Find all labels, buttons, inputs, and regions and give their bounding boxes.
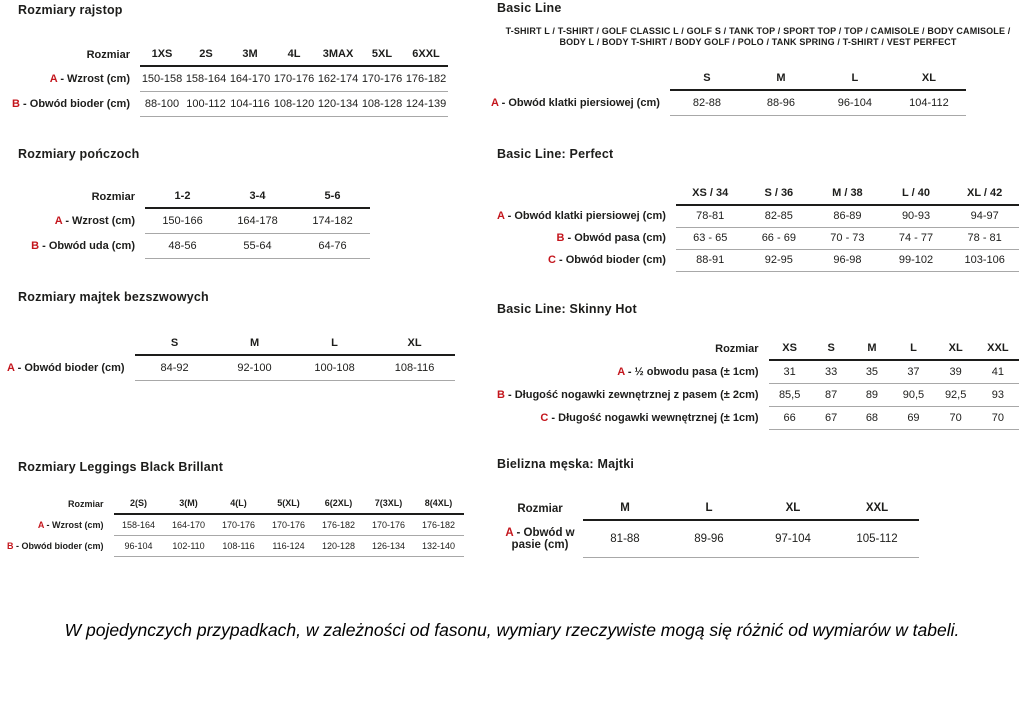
size-value-cell: 74 - 77 [882,227,951,249]
size-table-grid [491,69,966,116]
size-table-grid [7,187,370,259]
size-value-cell: 67 [811,406,852,429]
size-column-header: S [811,339,852,360]
bielizna-meska-majtki-table [497,499,1019,558]
size-table-grid [497,184,1019,272]
size-column-header: 4(L) [214,495,264,514]
disclaimer-note: W pojedynczych przypadkach, w zależności od fasonu, wymiary rzeczywiste mogą się różnić od wymiarów w tabeli. [64,620,960,640]
size-value-cell: 96-104 [818,90,892,115]
measurement-row-label: A - Obwód bioder (cm) [7,361,125,374]
section-title-rozmiary-ponczoch: Rozmiary pończoch [18,147,140,161]
size-value-cell: 41 [977,360,1019,383]
size-column-header: XL [892,69,966,90]
rozmiary-majtek-table [7,334,478,381]
size-value-cell: 108-120 [272,91,316,116]
size-value-cell: 150-166 [145,208,220,233]
size-value-cell: 170-176 [264,514,314,535]
table-corner-label: Rozmiar [517,503,563,515]
measurement-row-label: A - Obwód klatki piersiowej (cm) [491,96,660,109]
section-rozmiary-rajstop [12,3,478,117]
size-value-cell: 78-81 [676,205,745,227]
size-column-header: 5(XL) [264,495,314,514]
size-value-cell: 176-182 [404,66,448,91]
size-value-cell: 164-170 [228,66,272,91]
size-value-cell: 31 [769,360,811,383]
rozmiary-rajstop-table [7,45,478,117]
section-basic-line [491,1,1019,116]
measurement-letter: B [556,232,565,244]
table-corner-label: Rozmiar [91,191,135,203]
size-value-cell: 87 [811,383,852,406]
basic-line-perfect-table [497,184,1019,272]
rozmiary-ponczoch-table [7,187,478,259]
size-value-cell: 86-89 [813,205,882,227]
size-value-cell: 68 [852,406,893,429]
size-value-cell: 92-100 [215,355,295,380]
size-column-header: 2(S) [114,495,164,514]
measurement-letter: C [540,411,549,424]
measurement-row-label: B - Obwód bioder (cm) [12,97,130,110]
size-value-cell: 90,5 [892,383,934,406]
measurement-row-label: C - Długość nogawki wewnętrznej (± 1cm) [540,411,759,424]
table-corner-label [491,69,670,90]
size-column-header: 2S [184,45,228,66]
measurement-letter: B [12,97,20,110]
size-value-cell: 120-134 [316,91,360,116]
size-value-cell: 39 [935,360,977,383]
measurement-letter: A [54,214,63,227]
size-value-cell: 94-97 [950,205,1019,227]
section-title-basic-line: Basic Line [497,1,562,15]
basic-line-product-list: T-SHIRT L / T-SHIRT / GOLF CLASSIC L / GOLF S / TANK TOP / SPORT TOP / TOP / CAMISOLE / BODY CAMISOLE / BODY L / BODY T-SHIRT / BODY GOLF / POLO / TANK SPRING / T-SHIRT / VEST PERFECT [505,26,1011,47]
table-corner-label: Rozmiar [67,499,104,509]
size-column-header: XL [751,499,835,520]
size-column-header: XL [935,339,977,360]
size-column-header: 3M [228,45,272,66]
measurement-row-label: A - Wzrost (cm) [49,72,130,85]
size-column-header: 6XXL [404,45,448,66]
size-value-cell: 48-56 [145,233,220,258]
size-value-cell: 70 [977,406,1019,429]
measurement-letter: B [7,540,14,551]
size-column-header: S / 36 [745,184,814,205]
size-value-cell: 92,5 [935,383,977,406]
section-rozmiary-leggings [7,460,478,557]
size-table-grid [7,334,455,381]
size-table-grid [497,339,1019,430]
measurement-row-label: B - Długość nogawki zewnętrznej z pasem (± 2cm) [497,388,759,401]
size-value-cell: 70 [935,406,977,429]
size-value-cell: 132-140 [414,535,464,556]
size-value-cell: 170-176 [214,514,264,535]
size-column-header: 3(M) [164,495,214,514]
size-value-cell: 84-92 [135,355,215,380]
size-value-cell: 96-98 [813,249,882,271]
size-column-header: L [295,334,375,355]
size-value-cell: 105-112 [835,520,919,557]
size-column-header: XS / 34 [676,184,745,205]
size-value-cell: 164-178 [220,208,295,233]
section-basic-line-skinny-hot [497,302,1019,430]
table-corner-label [7,334,135,355]
basic-line-table [491,69,1019,116]
size-value-cell: 126-134 [364,535,414,556]
size-value-cell: 162-174 [316,66,360,91]
measurement-letter: A [7,361,15,374]
measurement-row-label: A - Obwód klatki piersiowej (cm) [497,210,666,222]
size-value-cell: 164-170 [164,514,214,535]
size-value-cell: 124-139 [404,91,448,116]
size-column-header: 7(3XL) [364,495,414,514]
measurement-letter: A [491,96,499,109]
measurement-letter: B [31,239,40,252]
measurement-row-label: B - Obwód pasa (cm) [556,232,666,244]
size-column-header: L [818,69,892,90]
measurement-letter: C [547,254,556,266]
measurement-row-label: A - Obwód w pasie (cm) [505,526,575,551]
measurement-letter: A [49,72,58,85]
measurement-letter: B [497,388,505,401]
measurement-row-label: A - Wzrost (cm) [37,519,104,530]
size-column-header: XXL [977,339,1019,360]
size-value-cell: 108-116 [375,355,455,380]
size-value-cell: 81-88 [583,520,667,557]
size-value-cell: 170-176 [272,66,316,91]
size-column-header: 8(4XL) [414,495,464,514]
size-value-cell: 99-102 [882,249,951,271]
size-column-header: XS [769,339,811,360]
size-value-cell: 82-88 [670,90,744,115]
size-table-grid [497,499,919,558]
size-column-header: 4L [272,45,316,66]
size-column-header: L [892,339,934,360]
table-corner-label: Rozmiar [715,343,759,355]
size-value-cell: 63 - 65 [676,227,745,249]
size-value-cell: 170-176 [364,514,414,535]
size-value-cell: 176-182 [414,514,464,535]
size-table-grid [7,45,448,117]
size-value-cell: 35 [852,360,893,383]
measurement-row-label: C - Obwód bioder (cm) [547,254,666,266]
size-value-cell: 33 [811,360,852,383]
section-title-rozmiary-majtek: Rozmiary majtek bezszwowych [18,290,209,304]
size-column-header: S [670,69,744,90]
measurement-letter: A [505,526,514,539]
size-value-cell: 158-164 [114,514,164,535]
size-value-cell: 69 [892,406,934,429]
size-value-cell: 64-76 [295,233,370,258]
size-value-cell: 103-106 [950,249,1019,271]
size-value-cell: 89-96 [667,520,751,557]
section-rozmiary-majtek-bezszwowych [7,290,478,381]
size-value-cell: 170-176 [360,66,404,91]
size-value-cell: 116-124 [264,535,314,556]
table-corner-label [497,184,676,205]
measurement-letter: A [497,210,505,222]
size-value-cell: 102-110 [164,535,214,556]
size-value-cell: 37 [892,360,934,383]
section-title-rozmiary-rajstop: Rozmiary rajstop [18,3,123,17]
size-value-cell: 120-128 [314,535,364,556]
section-rozmiary-ponczoch [18,147,478,259]
rozmiary-leggings-table [7,495,478,557]
size-column-header: L / 40 [882,184,951,205]
section-title-bielizna-meska-majtki: Bielizna męska: Majtki [497,457,635,471]
size-value-cell: 104-112 [892,90,966,115]
size-value-cell: 88-91 [676,249,745,271]
size-column-header: M [744,69,818,90]
size-value-cell: 158-164 [184,66,228,91]
size-column-header: 3-4 [220,187,295,208]
size-column-header: XL / 42 [950,184,1019,205]
size-value-cell: 70 - 73 [813,227,882,249]
section-title-basic-line-perfect: Basic Line: Perfect [497,147,614,161]
size-column-header: 5-6 [295,187,370,208]
size-column-header: 1XS [140,45,184,66]
measurement-row-label: A - Wzrost (cm) [54,214,135,227]
size-value-cell: 88-96 [744,90,818,115]
section-basic-line-perfect [497,147,1019,272]
size-value-cell: 150-158 [140,66,184,91]
size-value-cell: 176-182 [314,514,364,535]
size-value-cell: 108-128 [360,91,404,116]
size-column-header: 1-2 [145,187,220,208]
size-column-header: XXL [835,499,919,520]
size-value-cell: 66 - 69 [745,227,814,249]
size-column-header: 5XL [360,45,404,66]
table-corner-label: Rozmiar [86,49,130,61]
size-table-grid [7,495,464,557]
size-value-cell: 78 - 81 [950,227,1019,249]
measurement-letter: A [37,519,44,530]
size-column-header: 3MAX [316,45,360,66]
size-value-cell: 174-182 [295,208,370,233]
size-value-cell: 100-112 [184,91,228,116]
size-column-header: L [667,499,751,520]
section-title-rozmiary-leggings: Rozmiary Leggings Black Brillant [18,460,224,474]
size-value-cell: 89 [852,383,893,406]
size-column-header: M / 38 [813,184,882,205]
measurement-letter: A [617,365,625,378]
size-value-cell: 88-100 [140,91,184,116]
size-value-cell: 97-104 [751,520,835,557]
section-bielizna-meska-majtki [497,457,1019,558]
measurement-row-label: B - Obwód bioder (cm) [7,540,104,551]
size-column-header: 6(2XL) [314,495,364,514]
size-value-cell: 108-116 [214,535,264,556]
size-value-cell: 82-85 [745,205,814,227]
size-value-cell: 100-108 [295,355,375,380]
size-column-header: M [583,499,667,520]
size-value-cell: 96-104 [114,535,164,556]
size-column-header: M [852,339,893,360]
basic-line-skinny-hot-table [497,339,1019,430]
measurement-row-label: A - ½ obwodu pasa (± 1cm) [617,365,759,378]
size-column-header: S [135,334,215,355]
size-value-cell: 104-116 [228,91,272,116]
measurement-row-label: B - Obwód uda (cm) [31,239,135,252]
size-value-cell: 66 [769,406,811,429]
size-column-header: M [215,334,295,355]
size-value-cell: 85,5 [769,383,811,406]
size-value-cell: 90-93 [882,205,951,227]
size-value-cell: 92-95 [745,249,814,271]
size-value-cell: 93 [977,383,1019,406]
size-column-header: XL [375,334,455,355]
size-value-cell: 55-64 [220,233,295,258]
section-title-basic-line-skinny-hot: Basic Line: Skinny Hot [497,302,637,316]
